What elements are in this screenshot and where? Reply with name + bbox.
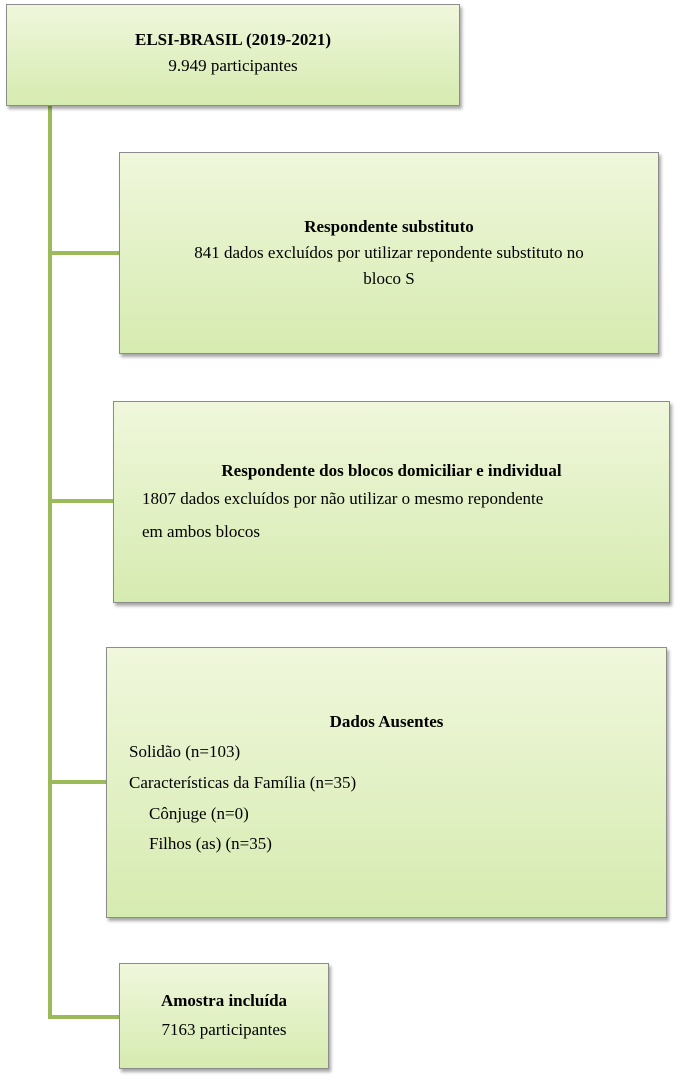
box-dados-ausentes — [106, 647, 667, 918]
missing-item-solidao: Solidão (n=103) — [129, 742, 241, 761]
box-dados-ausentes-title: Dados Ausentes — [329, 712, 444, 731]
box-blocos-domiciliar-title: Respondente dos blocos domiciliar e individual — [221, 461, 562, 480]
box-respondente-substituto — [119, 152, 659, 354]
connector-to-missing — [48, 780, 106, 784]
box-respondente-substituto-line2: bloco S — [363, 269, 415, 288]
connector-to-final — [48, 1015, 120, 1019]
box-elsi-brasil-count: 9.949 participantes — [168, 56, 298, 75]
box-blocos-domiciliar-line1: 1807 dados excluídos por não utilizar o mesmo repondente — [142, 489, 544, 508]
box-respondente-substituto-title: Respondente substituto — [304, 217, 474, 236]
box-blocos-domiciliar-line2: em ambos blocos — [142, 522, 261, 541]
missing-item-familia: Características da Família (n=35) — [129, 773, 357, 792]
connector-to-household — [48, 499, 113, 503]
missing-item-filhos: Filhos (as) (n=35) — [149, 834, 272, 853]
vertical-connector — [48, 105, 52, 1018]
missing-item-conjuge: Cônjuge (n=0) — [149, 804, 249, 823]
box-amostra-incluida-count: 7163 participantes — [161, 1020, 287, 1039]
box-amostra-incluida-title: Amostra incluída — [160, 991, 288, 1010]
connector-to-substitute — [48, 251, 120, 255]
box-elsi-brasil — [6, 4, 460, 106]
box-amostra-incluida — [119, 963, 329, 1069]
box-respondente-substituto-line1: 841 dados excluídos por utilizar repondente substituto no — [194, 243, 584, 262]
box-elsi-brasil-title: ELSI-BRASIL (2019-2021) — [134, 30, 331, 49]
box-blocos-domiciliar — [113, 401, 670, 603]
